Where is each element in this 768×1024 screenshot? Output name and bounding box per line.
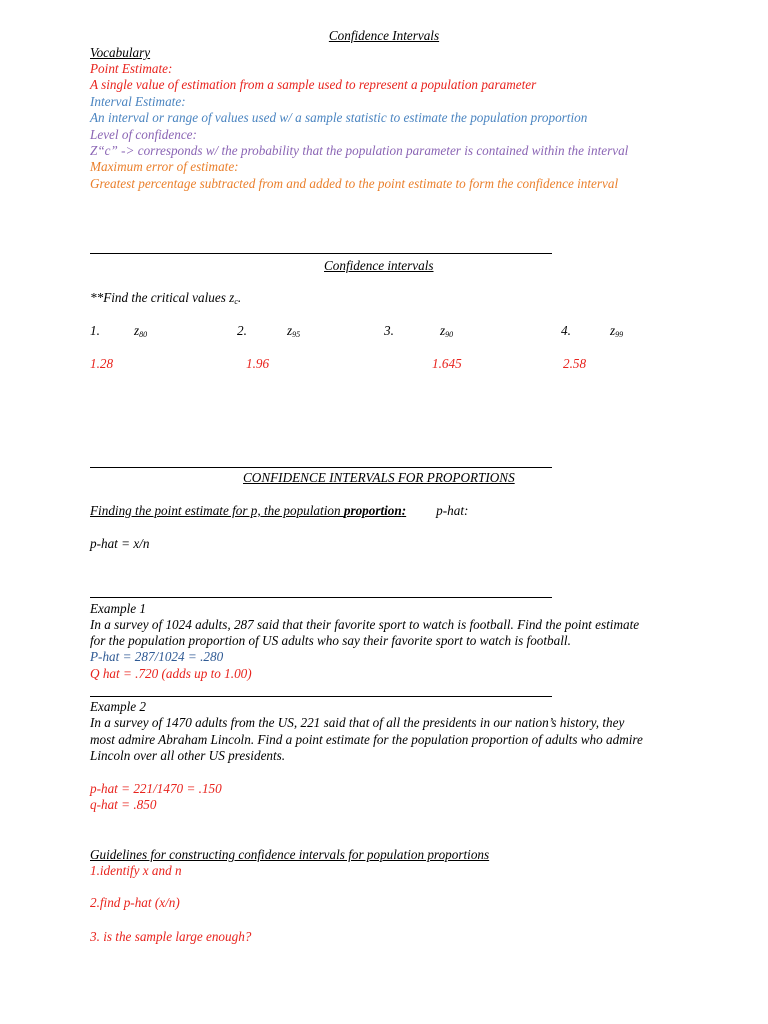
- answer-1: 1.28: [90, 356, 114, 371]
- vocabulary-heading: Vocabulary: [90, 45, 151, 60]
- example-2-text-line-1: In a survey of 1470 adults from the US, 221 said that of all the presidents in our nation’s history, they: [90, 715, 625, 730]
- page-title: Confidence Intervals: [328, 28, 440, 43]
- example-2-text-line-2: most admire Abraham Lincoln. Find a point estimate for the population proportion of adults who admire: [90, 732, 643, 747]
- problem-4-number: 4.: [561, 323, 571, 338]
- guideline-step-1: 1.identify x and n: [90, 863, 182, 878]
- answer-3: 1.645: [432, 356, 462, 371]
- example-2-phat: p-hat = 221/1470 = .150: [90, 781, 222, 796]
- example-1-text-line-2: for the population proportion of US adults who say their favorite sport to watch is football.: [90, 633, 571, 648]
- example-2-text-line-3: Lincoln over all other US presidents.: [90, 748, 286, 763]
- divider-line: [90, 253, 552, 254]
- point-estimate-term: Point Estimate:: [90, 61, 173, 76]
- point-estimate-definition: A single value of estimation from a sample used to represent a population parameter: [90, 77, 537, 92]
- problem-1-number: 1.: [90, 323, 100, 338]
- guideline-step-2: 2.find p-hat (x/n): [90, 895, 180, 910]
- divider-line: [90, 696, 552, 697]
- problem-2-z: $z_{95}$: [287, 323, 301, 339]
- phat-label: p-hat:: [436, 503, 469, 518]
- point-estimate-instruction: Finding the point estimate for p, the population proportion: p-hat:: [90, 503, 469, 518]
- guidelines-heading: Guidelines for constructing confidence intervals for population proportions: [90, 847, 490, 862]
- max-error-term: Maximum error of estimate:: [90, 159, 239, 174]
- max-error-definition: Greatest percentage subtracted from and added to the point estimate to form the confidence interval: [90, 176, 619, 191]
- example-2-qhat: q-hat = .850: [90, 797, 157, 812]
- confidence-intervals-heading: Confidence intervals: [324, 258, 434, 273]
- guideline-step-3: 3. is the sample large enough?: [90, 929, 252, 944]
- problem-3-z: $z_{90}$: [440, 323, 454, 339]
- example-1-phat: P-hat = 287/1024 = .280: [90, 649, 224, 664]
- problem-3-number: 3.: [384, 323, 394, 338]
- divider-line: [90, 467, 552, 468]
- example-1-title: Example 1: [90, 601, 147, 616]
- critical-values-instruction: **Find the critical values $z_c$.: [90, 290, 242, 306]
- problem-2-number: 2.: [237, 323, 247, 338]
- level-of-confidence-definition: Z“c” -> corresponds w/ the probability that the population parameter is contained within the interval: [90, 143, 629, 158]
- problem-4-z: $z_{99}$: [610, 323, 624, 339]
- answer-2: 1.96: [246, 356, 270, 371]
- level-of-confidence-term: Level of confidence:: [90, 127, 197, 142]
- example-1-text-line-1: In a survey of 1024 adults, 287 said that their favorite sport to watch is football. Find the point estimate: [90, 617, 640, 632]
- interval-estimate-definition: An interval or range of values used w/ a sample statistic to estimate the population proportion: [90, 110, 588, 125]
- example-2-title: Example 2: [90, 699, 147, 714]
- interval-estimate-term: Interval Estimate:: [90, 94, 186, 109]
- example-1-qhat: Q hat = .720 (adds up to 1.00): [90, 666, 252, 681]
- proportions-heading: CONFIDENCE INTERVALS FOR PROPORTIONS: [243, 470, 515, 485]
- phat-formula: p-hat = x/n: [90, 536, 150, 551]
- divider-line: [90, 597, 552, 598]
- answer-4: 2.58: [563, 356, 587, 371]
- problem-1-z: $z_{80}$: [134, 323, 148, 339]
